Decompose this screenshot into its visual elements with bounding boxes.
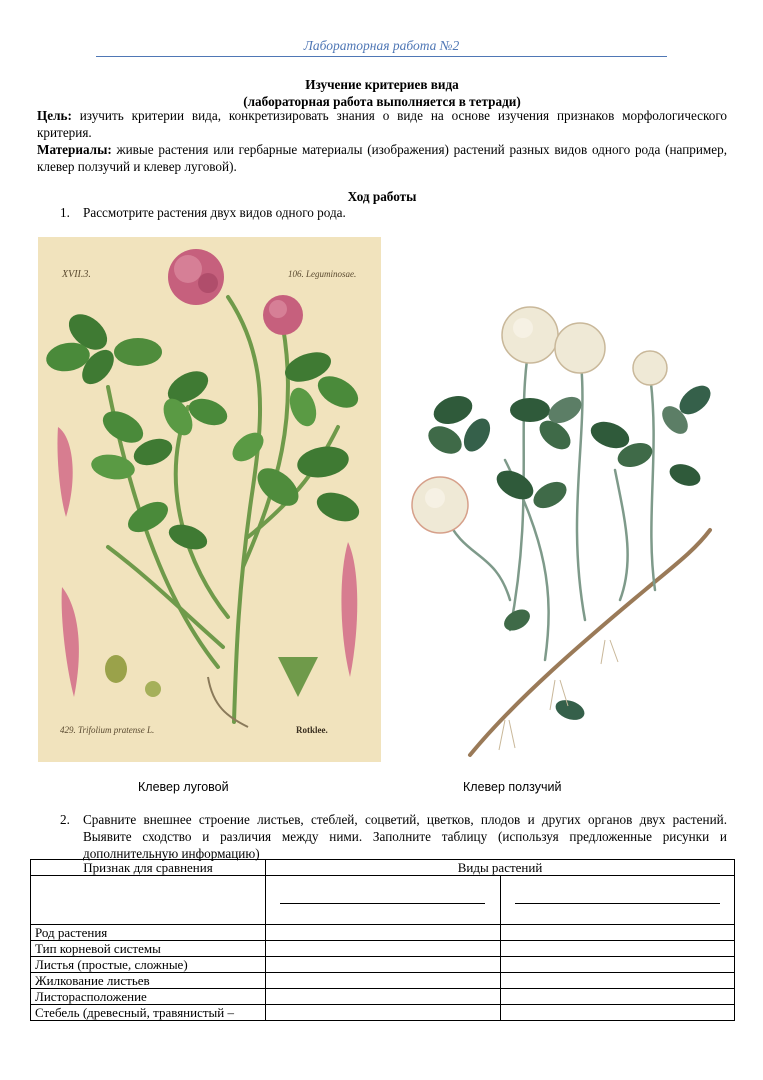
white-clover-creeping-stem bbox=[470, 530, 710, 755]
materials-label: Материалы: bbox=[37, 142, 112, 157]
row-label: Тип корневой системы bbox=[31, 941, 266, 957]
species-2-cell[interactable] bbox=[500, 876, 735, 925]
row-label: Листья (простые, сложные) bbox=[31, 957, 266, 973]
goal-text: изучить критерии вида, конкретизировать знания о виде на основе изучения признаков морфологического критерия. bbox=[37, 108, 727, 140]
answer-cell[interactable] bbox=[266, 973, 501, 989]
page-header: Лабораторная работа №2 bbox=[303, 38, 460, 53]
table-species-name-row bbox=[31, 876, 735, 925]
table-row bbox=[31, 1005, 735, 1021]
table-row bbox=[31, 941, 735, 957]
answer-cell[interactable] bbox=[500, 973, 735, 989]
goal-label: Цель: bbox=[37, 108, 72, 123]
row-label: Род растения bbox=[31, 925, 266, 941]
plate-label-bottom-right: Rotklee. bbox=[296, 725, 328, 735]
white-clover-illustration bbox=[405, 300, 723, 760]
table-header-row bbox=[31, 860, 735, 876]
answer-cell[interactable] bbox=[500, 925, 735, 941]
red-clover-illustration bbox=[38, 237, 381, 762]
row-label: Листорасположение bbox=[31, 989, 266, 1005]
answer-cell[interactable] bbox=[266, 1005, 501, 1021]
answer-cell[interactable] bbox=[266, 941, 501, 957]
answer-cell[interactable] bbox=[266, 989, 501, 1005]
table-row bbox=[31, 925, 735, 941]
red-clover-plate bbox=[38, 237, 381, 762]
plate-label-bottom-left: 429. Trifolium pratense L. bbox=[60, 725, 155, 735]
step-2-number: 2. bbox=[60, 812, 70, 827]
answer-cell[interactable] bbox=[266, 925, 501, 941]
materials-paragraph bbox=[37, 142, 727, 176]
white-clover-leaves bbox=[423, 380, 715, 724]
plate-label-top-right: 106. Leguminosae. bbox=[288, 269, 357, 279]
step-2 bbox=[60, 812, 727, 862]
step-1-text: Рассмотрите растения двух видов одного рода. bbox=[83, 205, 346, 220]
document-title bbox=[37, 77, 727, 111]
title-line-1: Изучение критериев вида bbox=[305, 77, 459, 92]
header-rule bbox=[96, 56, 667, 57]
goal-paragraph bbox=[37, 108, 727, 142]
progress-heading: Ход работы bbox=[347, 189, 417, 204]
row-label: Стебель (древесный, травянистый – bbox=[31, 1005, 266, 1021]
table-row bbox=[31, 957, 735, 973]
blank-cell bbox=[31, 876, 266, 925]
header-criterion: Признак для сравнения bbox=[31, 860, 266, 876]
red-clover-flower-heads bbox=[168, 249, 303, 335]
plate-label-top-left: XVII.3. bbox=[62, 269, 91, 280]
answer-cell[interactable] bbox=[500, 941, 735, 957]
table-row bbox=[31, 973, 735, 989]
answer-cell[interactable] bbox=[266, 957, 501, 973]
title-line-2: (лабораторная работа выполняется в тетради) bbox=[243, 93, 521, 109]
row-label: Жилкование листьев bbox=[31, 973, 266, 989]
header-species: Виды растений bbox=[266, 860, 735, 876]
step-2-text: Сравните внешнее строение листьев, стеблей, соцветий, цветков, плодов и других органов двух растений. Выявите сходство и различия между ними. Заполните таблицу (используя предложенные рисунки и дополнительную информацию) bbox=[83, 812, 727, 861]
species-2-fill-line bbox=[515, 903, 720, 904]
white-clover-drawing bbox=[405, 300, 723, 760]
left-figure-caption: Клевер луговой bbox=[138, 780, 229, 794]
red-clover-leaves bbox=[44, 307, 364, 554]
answer-cell[interactable] bbox=[500, 989, 735, 1005]
answer-cell[interactable] bbox=[500, 957, 735, 973]
step-1-number: 1. bbox=[60, 205, 70, 220]
species-1-fill-line bbox=[280, 903, 485, 904]
comparison-table bbox=[30, 859, 735, 1021]
answer-cell[interactable] bbox=[500, 1005, 735, 1021]
species-1-cell[interactable] bbox=[266, 876, 501, 925]
white-clover-roots bbox=[499, 640, 618, 750]
table-row bbox=[31, 989, 735, 1005]
materials-text: живые растения или гербарные материалы (изображения) растений разных видов одного рода (например, клевер ползучий и клевер луговой). bbox=[37, 142, 727, 174]
right-figure-caption: Клевер ползучий bbox=[463, 780, 562, 794]
